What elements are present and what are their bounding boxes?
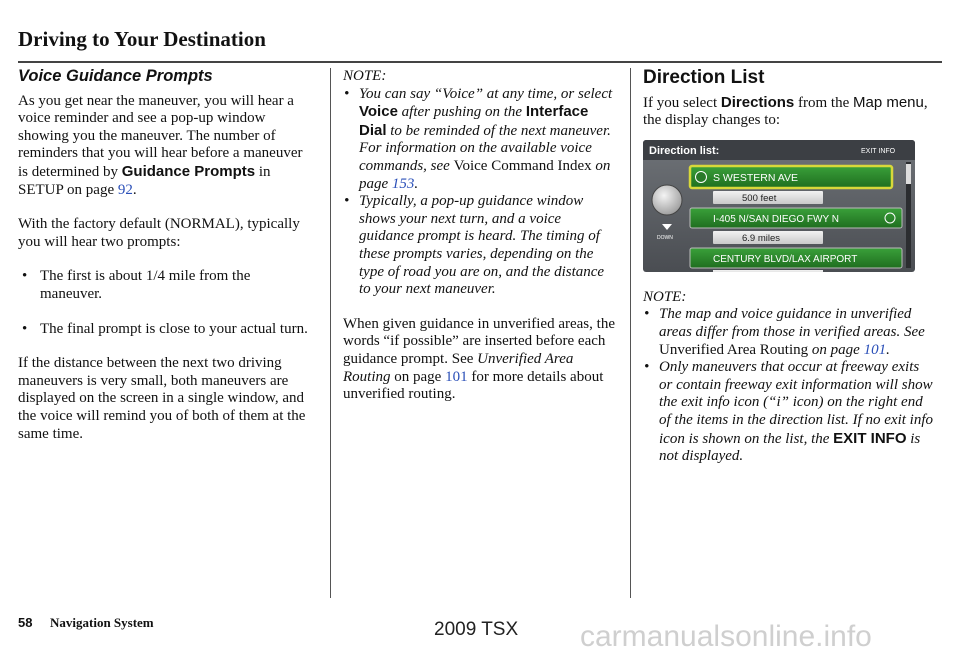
text: after pushing on the	[397, 104, 526, 121]
paragraph: If the distance between the next two driving maneuvers is very small, both maneuvers are displayed on the screen in a single window, and the voice will remind you of both of them at the same time.	[18, 355, 306, 442]
page-header: Driving to Your Destination	[18, 27, 266, 51]
text: Voice Command Index	[453, 157, 592, 174]
text: on page	[390, 368, 446, 385]
page-link[interactable]: 101	[863, 341, 887, 358]
column-notes	[343, 68, 618, 421]
distance-text: 6.9 miles	[742, 232, 781, 244]
note-item: • Typically, a pop-up guidance window shows your next turn, and a voice guidance prompt is heard. The timing of these prompts varies, depending on the type of road you are on, and the distance to your next maneuver.	[343, 193, 618, 299]
text: The map and voice guidance in unverified areas differ from those in verified areas. See	[659, 306, 925, 340]
list-item: • The final prompt is close to your actual turn.	[18, 321, 313, 339]
note-label: NOTE:	[343, 68, 387, 84]
text: on page	[359, 157, 611, 192]
direction-row-text: CENTURY BLVD/LAX AIRPORT	[713, 253, 858, 265]
paragraph	[343, 316, 618, 404]
note-label: NOTE:	[643, 288, 687, 305]
direction-list-screenshot	[643, 140, 915, 272]
paragraph	[18, 93, 313, 200]
page-link[interactable]: 153	[391, 175, 415, 192]
directions-term: Directions	[720, 93, 795, 111]
note-item	[643, 306, 933, 359]
note-item	[343, 86, 618, 194]
direction-row-text: I-405 N/SAN DIEGO FWY N	[713, 213, 839, 225]
header-rule	[18, 61, 942, 63]
exit-info-label: EXIT INFO	[861, 147, 896, 155]
page-number: 58	[18, 615, 33, 630]
watermark: carmanualsonline.info	[580, 620, 872, 653]
column-divider	[630, 68, 631, 598]
model-label: 2009 TSX	[434, 619, 519, 640]
bullet-list	[18, 268, 313, 338]
voice-term: Voice	[359, 103, 398, 121]
distance-text: 500 feet	[742, 192, 777, 204]
text: is not displayed.	[659, 430, 921, 465]
note-block	[643, 289, 933, 466]
note-list	[343, 86, 618, 299]
paragraph: With the factory default (NORMAL), typically you will hear two prompts:	[18, 216, 300, 250]
note-list	[643, 306, 933, 465]
text: As you get near the maneuver, you will hear a voice reminder and see a pop-up window showing you the maneuver. The number of reminders that you will hear before a maneuver is determined by	[18, 92, 303, 180]
column-direction-list	[643, 68, 933, 483]
direction-row-text: S WESTERN AVE	[713, 171, 798, 184]
text: from the	[794, 94, 853, 111]
text: .	[414, 175, 419, 192]
list-item: • The first is about 1/4 mile from the maneuver.	[18, 268, 313, 303]
text: You can say “Voice” at any time, or select	[359, 85, 613, 102]
map-menu-term: Map menu	[852, 93, 924, 111]
distance-box	[713, 270, 823, 272]
text: to be reminded of the next maneuver. For information on the available voice commands, see	[359, 122, 611, 174]
nav-screen	[643, 140, 915, 272]
paragraph	[643, 94, 933, 130]
text: Unverified Area Routing	[343, 350, 574, 385]
text: for more details about unverified routing.	[343, 368, 604, 403]
text: in SETUP on page	[18, 163, 271, 198]
destination-icon	[696, 171, 707, 182]
text: .	[132, 181, 137, 198]
guidance-prompts-term: Guidance Prompts	[121, 162, 256, 180]
down-label: DOWN	[657, 234, 673, 241]
text: If you select	[643, 94, 721, 111]
text: on page	[808, 341, 864, 358]
page-link[interactable]: 92	[117, 181, 133, 198]
page-link[interactable]: 101	[445, 368, 468, 385]
text: Only maneuvers that occur at freeway exits or contain freeway exit information will show the exit info icon (“i” icon) on the right end of the items in the direction list. If no exit info icon is shown on the list, the	[659, 359, 933, 447]
interface-dial-term: Interface Dial	[359, 103, 589, 139]
footer-title: Navigation System	[50, 615, 154, 630]
text: When given guidance in unverified areas, the words “if possible” are inserted before each guidance prompt. See	[343, 315, 615, 367]
column-voice-guidance	[18, 68, 313, 460]
scrollbar-thumb[interactable]	[906, 164, 911, 184]
exit-info-term: EXIT INFO	[833, 429, 907, 447]
note-block	[343, 68, 618, 299]
text: .	[886, 341, 890, 358]
text: , the display changes to:	[643, 94, 928, 129]
column-divider	[330, 68, 331, 598]
text: Unverified Area Routing	[659, 341, 809, 358]
note-item	[643, 359, 933, 466]
section-heading: Direction List	[643, 67, 765, 88]
section-heading: Voice Guidance Prompts	[18, 67, 213, 85]
screen-title: Direction list:	[649, 144, 720, 157]
interface-dial-icon	[652, 185, 682, 215]
